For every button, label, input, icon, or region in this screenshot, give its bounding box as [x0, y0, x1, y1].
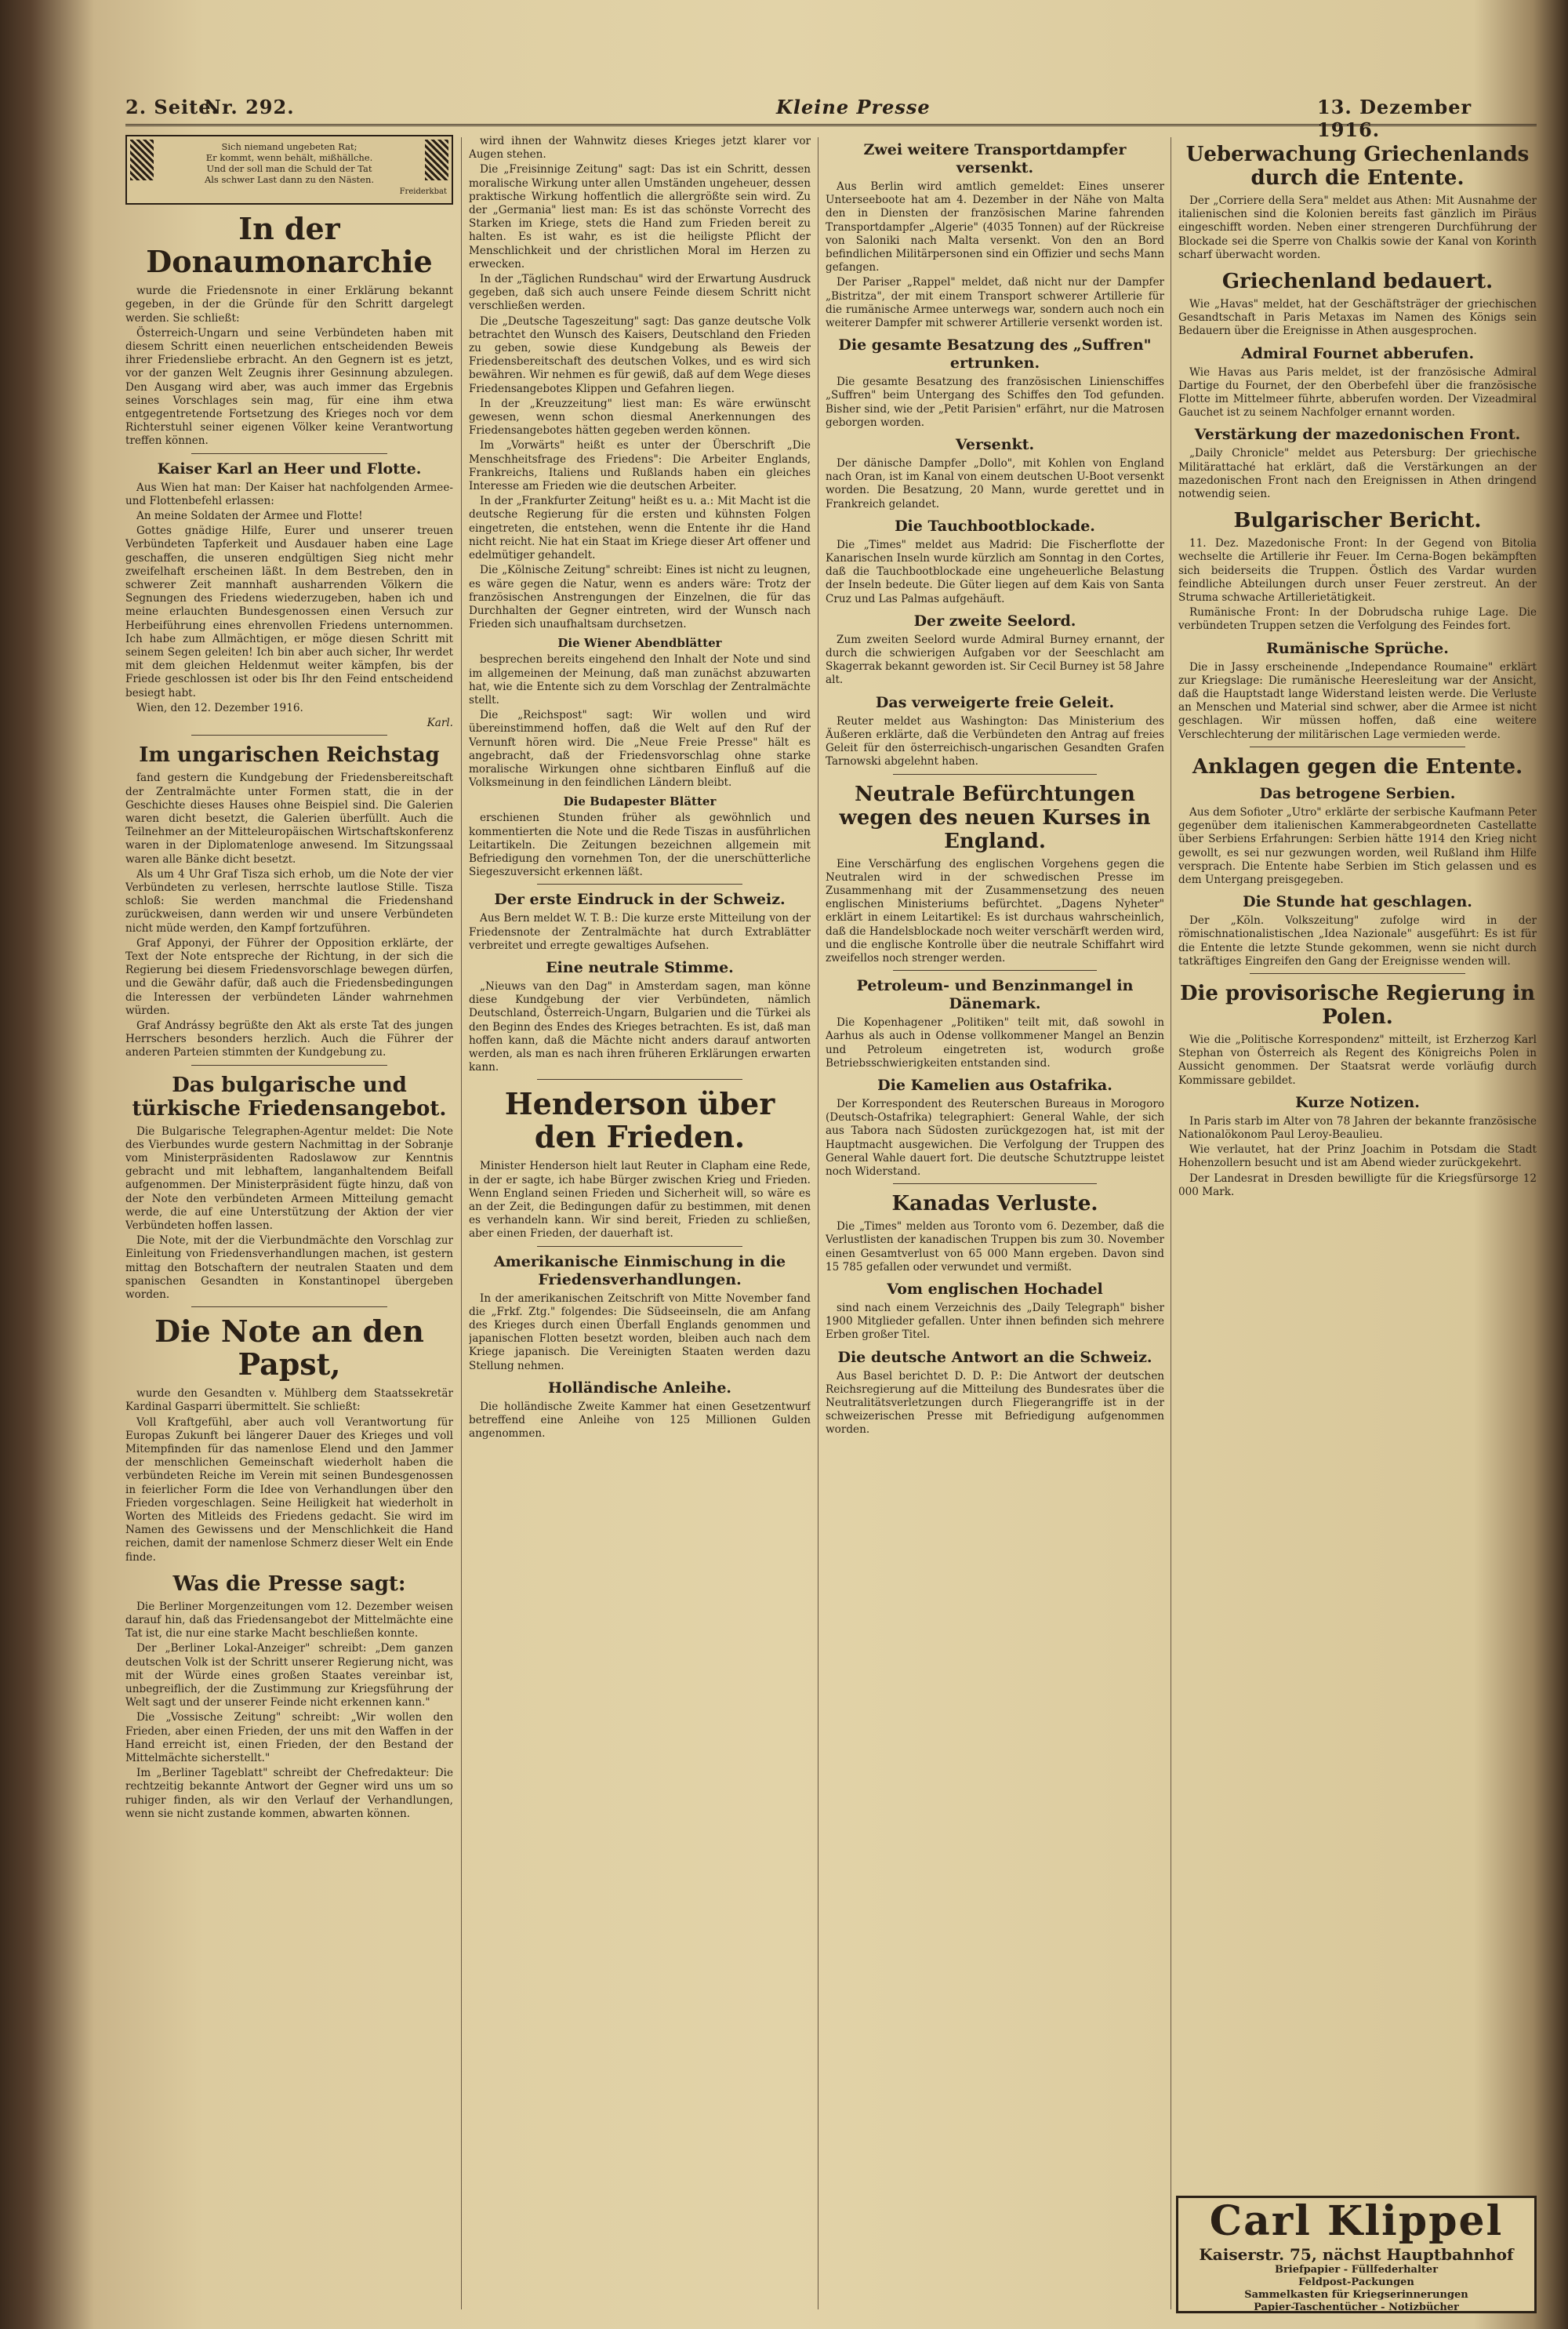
headline-rumaenische-sprueche: Rumänische Sprüche.: [1266, 639, 1449, 657]
paragraph: „Daily Chronicle" meldet aus Petersburg: Der griechische Militärattaché hat erklärt, daß die Verstärkungen an der mazedonischen Front nach den Ereignissen in Athen dringend notwendig seien.: [1178, 447, 1537, 501]
paragraph: Die „Reichspost" sagt: Wir wollen und wird übereinstimmend hoffen, daß die Welt auf den Ruf der Vernunft hören wird. Die „Neue Freie Presse" hält es angebracht, daß der Friedensvorschlag ohne starke moralische Wirkungen ohne sichtbaren Einfluß auf die Volksmeinung in den feindlichen Ländern bleibt.: [469, 709, 811, 790]
paragraph: Der Landesrat in Dresden bewilligte für die Kriegsfürsorge 12 000 Mark.: [1178, 1172, 1537, 1198]
subhead-wiener-abendblaetter: Die Wiener Abendblätter: [557, 636, 722, 651]
paragraph: In der „Kreuzzeitung" liest man: Es wäre erwünscht gewesen, wenn schon diesmal Anerkennungen des Friedensangebotes hätten gegeben werden können.: [469, 397, 811, 438]
separator: [893, 1183, 1096, 1184]
subhead-budapester-blaetter: Die Budapester Blätter: [563, 794, 717, 809]
headline-tauchbootblockade: Die Tauchbootblockade.: [895, 517, 1095, 535]
column-2: [469, 135, 811, 2315]
paragraph: Aus Wien hat man: Der Kaiser hat nachfolgenden Armee- und Flottenbefehl erlassen:: [125, 481, 453, 507]
paragraph: wurde den Gesandten v. Mühlberg dem Staatssekretär Kardinal Gasparri übermittelt. Sie schließt:: [125, 1387, 453, 1414]
separator: [537, 1246, 742, 1247]
headline-schweiz: Der erste Eindruck in der Schweiz.: [494, 891, 786, 909]
separator: [191, 453, 388, 454]
headline-transportdampfer: Zwei weitere Transportdampfer versenkt.: [863, 141, 1127, 176]
headline-polen: Die provisorische Regierung in Polen.: [1179, 981, 1535, 1029]
paragraph: 11. Dez. Mazedonische Front: In der Gegend von Bitolia wechselte die Artillerie ihr Feuer. Im Cerna-Bogen bekämpften sich beiderseits die Truppen. Östlich des Vardar wurden feindliche Abteilungen durch unser Feuer zerstreut. An der Struma schwache Artillerietätigkeit.: [1178, 537, 1537, 605]
paragraph: Reuter meldet aus Washington: Das Ministerium des Äußeren erklärte, daß die Verbündeten den Antrag auf freies Geleit für den österreichisch-ungarischen Gesandten Grafen Tarnowski abgelehnt haben.: [826, 714, 1164, 768]
paragraph: Die Bulgarische Telegraphen-Agentur meldet: Die Note des Vierbundes wurde gestern Nachmittag in der Sobranje vom Ministerpräsidenten Radoslawow zur Kenntnis gebracht und mit lebhaftem, langanhaltendem Beifall aufgenommen. Der Ministerpräsident fügte hinzu, daß von der Note den verbündeten Armeen Mitteilung gemacht werde, die auf eine Unterstützung der Aktion der vier Verbündeten hoffen lassen.: [125, 1125, 453, 1232]
adjacent-page-edge: [1548, 0, 1568, 2329]
paragraph: In Paris starb im Alter von 78 Jahren der bekannte französische Nationalökonom Paul Leroy-Beaulieu.: [1178, 1114, 1537, 1141]
paragraph: In der „Täglichen Rundschau" wird der Erwartung Ausdruck gegeben, daß sich auch unsere Feinde diesem Schritt nicht verschließen werden.: [469, 273, 811, 313]
headline-kurze-notizen: Kurze Notizen.: [1295, 1093, 1420, 1111]
paragraph: Die gesamte Besatzung des französischen Linienschiffes „Suffren" beim Untergang des Schiffes den Tod gefunden. Bisher sind, wie der „Petit Parisien" erfährt, nur die Matrosen geborgen worden.: [826, 376, 1164, 429]
headline-kaiser-karl: Kaiser Karl an Heer und Flotte.: [157, 460, 422, 478]
page-header: [125, 93, 1537, 141]
signature: Karl.: [426, 717, 453, 730]
ad-line: Feldpost-Packungen: [1298, 2276, 1414, 2288]
verse-line: Sich niemand ungebeten Rat;: [221, 141, 358, 152]
headline-mazedonische-front: Verstärkung der mazedonischen Front.: [1194, 426, 1521, 444]
paragraph: In der amerikanischen Zeitschrift von Mitte November fand die „Frkf. Ztg." folgendes: Die Südseeinseln, die am Anfang des Krieges durch einen Überfall Englands genommen und japanischen Flotten besetzt worden, bleiben auch nach dem Kriege japanisch. Die Vereinigten Staaten werden dazu Stellung nehmen.: [469, 1292, 811, 1372]
paragraph: Zum zweiten Seelord wurde Admiral Burney ernannt, der durch die schwierigen Aufgaben vor der Seeschlacht am Skagerrak bekannt geworden ist. Sir Cecil Burney ist 58 Jahre alt.: [826, 633, 1164, 687]
paragraph: Die Kopenhagener „Politiken" teilt mit, daß sowohl in Aarhus als auch in Odense vollkommener Mangel an Benzin und Petroleum eingetreten ist, wodurch große Betriebsschwierigkeiten entstanden sind.: [826, 1016, 1164, 1070]
verse-line: Als schwer Last dann zu den Nästen.: [204, 174, 375, 185]
verse-line: Und der soll man die Schuld der Tat: [206, 163, 372, 174]
separator: [893, 970, 1096, 971]
verse-author: Freiderkbat: [399, 187, 447, 196]
paragraph: Aus Berlin wird amtlich gemeldet: Eines unserer Unterseeboote hat am 4. Dezember in der Nähe von Malta den in Diensten der französischen Marine fahrenden Transportdampfer „Algerie" (4035 Tonnen) auf der Rückreise von Saloniki nach Malta versenkt. Von den an Bord befindlichen Militärpersonen sind ein Offizier und sechs Mann gefangen.: [826, 180, 1164, 274]
paragraph: Wie verlautet, hat der Prinz Joachim in Potsdam die Stadt Hohenzollern besucht und ist am Abend wieder zurückgekehrt.: [1178, 1143, 1537, 1170]
paragraph: Die holländische Zweite Kammer hat einen Gesetzentwurf betreffend eine Anleihe von 125 Millionen Gulden angenommen.: [469, 1400, 811, 1441]
paragraph: Als um 4 Uhr Graf Tisza sich erhob, um die Note der vier Verbündeten zu verlesen, herrschte lautlose Stille. Tisza schloß: Sie werden manchmal die Friedenshand zurückweisen, dann werden wir und unsere Verbündeten nicht müde werden, den Kampf fortzuführen.: [125, 867, 453, 935]
headline-neutrale-befuerchtungen: Neutrale Befürchtungen wegen des neuen Kurses in England.: [839, 782, 1151, 853]
paragraph: Gottes gnädige Hilfe, Eurer und unserer treuen Verbündeten Tapferkeit und Ausdauer haben eine Lage geschaffen, die unseren endgültigen Sieg nicht mehr zweifelhaft erscheinen läßt. In dem Bestreben, den in schwerer Zeit mannhaft ausharrenden Völkern die Segnungen des Friedens wiederzugeben, haben ich und meine erlauchten Bundesgenossen einen Versuch zur Herbeiführung eines ehrenvollen Friedens unternommen. Ich habe zum Allmächtigen, er möge diesen Schritt mit seinem Segen geleiten! Ich bin aber auch sicher, Ihr werdet mit dem gleichen Heldenmut weiter kämpfen, bis der Friede geschlossen ist oder bis Ihr den Feind entscheidend besiegt habt.: [125, 525, 453, 699]
paragraph: erschienen Stunden früher als gewöhnlich und kommentierten die Note und die Rede Tiszas in ausführlichen Leitartikeln. Die Zeitungen bezeichnen allgemein mit Befriedigung den vornehmen Ton, der die unerschütterliche Siegeszuversicht erkennen läßt.: [469, 812, 811, 879]
headline-petroleum: Petroleum- und Benzinmangel in Dänemark.: [856, 977, 1134, 1013]
column-3: [826, 135, 1164, 2315]
ad-line: Papier-Taschentücher - Notizbücher: [1254, 2302, 1459, 2313]
paragraph: Eine Verschärfung des englischen Vorgehens gegen die Neutralen wird in der schwedischen Presse im Zusammenhang mit der Zusammensetzung des neuen englischen Ministeriums befürchtet. „Dagens Nyheter" erklärt in einem Leitartikel: Es ist durchaus wahrscheinlich, daß die Handelsblockade noch weiter verschärft werden wird, und die englische Kontrolle über die neutrale Schiffahrt wird zweifellos noch strenger werden.: [826, 857, 1164, 965]
headline-stunde: Die Stunde hat geschlagen.: [1243, 893, 1472, 911]
masthead: Kleine Presse: [776, 96, 931, 118]
headline-versenkt: Versenkt.: [955, 436, 1035, 454]
separator: [537, 1079, 742, 1080]
paragraph: Voll Kraftgefühl, aber auch voll Verantwortung für Europas Zukunft bei längerer Dauer des Krieges und voll Mitempfinden für das namenlose Elend und den Jammer der menschlichen Gemeinschaft wiederholt haben die verbündeten Reiche im Verein mit seinen Bundesgenossen in feierlicher Form die Idee von Verhandlungen über den Frieden vorgeschlagen. Seine Heiligkeit hat wiederholt in Worten des Mitleids des Friedens gedacht. Sie wird im Namen des Gewissens und der Menschlichkeit die Hand reichen, damit der namenlose Schmerz dieser Welt ein Ende finde.: [125, 1415, 453, 1564]
paragraph: Im „Vorwärts" heißt es unter der Überschrift „Die Menschheitsfrage des Friedens": Die Arbeiter Englands, Frankreichs, Italiens und Rußlands haben ein gleiches Interesse am Frieden wie die deutschen Arbeiter.: [469, 439, 811, 493]
verse-line: Er kommt, wenn behält, mißhällche.: [205, 152, 373, 163]
paragraph: Die in Jassy erscheinende „Independance Roumaine" erklärt zur Kriegslage: Die rumänische Heeresleitung war der Ansicht, daß die Hauptstadt lange Widerstand leisten werde. Die Verluste an Menschen und Material sind schwer, aber die Armee ist nicht geschlagen. Wir müssen hoffen, daß eine weitere Verschlechterung der militärischen Lage vermieden werde.: [1178, 660, 1537, 741]
paragraph: wurde die Friedensnote in einer Erklärung bekannt gegeben, in der die Gründe für den Schritt dargelegt werden. Sie schließt:: [125, 285, 453, 325]
headline-griechenland: Ueberwachung Griechenlands durch die Entente.: [1185, 143, 1530, 190]
paragraph: Rumänische Front: In der Dobrudscha ruhige Lage. Die verbündeten Truppen setzen die Verfolgung des Feindes fort.: [1178, 606, 1537, 633]
dateline: Wien, den 12. Dezember 1916.: [136, 701, 303, 714]
headline-bulgarischer-bericht: Bulgarischer Bericht.: [1233, 509, 1482, 533]
paragraph: Die „Kölnische Zeitung" schreibt: Eines ist nicht zu leugnen, es wäre gegen die Natur, wenn es anders wäre: Trotz der französischen Anstrengungen der Einzelnen, die für das Durchhalten der Gegner eintreten, wird der Wunsch nach Frieden sich unaufhaltsam durchsetzen.: [469, 564, 811, 631]
paragraph: wird ihnen der Wahnwitz dieses Krieges jetzt klarer vor Augen stehen.: [469, 135, 811, 162]
paragraph: Der „Corriere della Sera" meldet aus Athen: Mit Ausnahme der italienischen sind die Kolonien bereits fast gänzlich im Piräus eingeschifft worden. Neben einer strengeren Durchführung der Blockade sei die Sperre von Chalkis sowie der Kanal von Korinth scharf überwacht worden.: [1178, 194, 1537, 261]
headline-serbien: Das betrogene Serbien.: [1259, 784, 1456, 802]
paragraph: Die „Times" melden aus Toronto vom 6. Dezember, daß die Verlustlisten der kanadischen Truppen bis zum 30. November einen Gesamtverlust von 65 000 Mann ergeben. Davon sind 15 785 gefallen oder verwundet und vermißt.: [826, 1220, 1164, 1274]
paragraph: sind nach einem Verzeichnis des „Daily Telegraph" bisher 1900 Mitglieder gefallen. Unter ihnen befinden sich mehrere Erben großer Titel.: [826, 1301, 1164, 1342]
paragraph: Der Pariser „Rappel" meldet, daß nicht nur der Dampfer „Bistritza", der mit einem Transport schwerer Artillerie für die rumänische Armee unterwegs war, sondern auch noch ein weiterer Dampfer mit schwerer Artillerie versenkt worden ist.: [826, 276, 1164, 330]
headline-note-papst: Die Note an den Papst,: [154, 1313, 424, 1383]
headline-kanada: Kanadas Verluste.: [891, 1192, 1098, 1216]
headline-presse: Was die Presse sagt:: [172, 1571, 406, 1596]
headline-hollaendische-anleihe: Holländische Anleihe.: [547, 1379, 732, 1397]
headline-bulgarisch-tuerkisch: Das bulgarische und türkische Friedensangebot.: [132, 1073, 447, 1121]
paragraph: „Nieuws van den Dag" in Amsterdam sagen, man könne diese Kundgebung der vier Verbündeten, nämlich Deutschland, Österreich-Ungarn, Bulgarien und die Türkei als den Beginn des Endes des Krieges betrachten. Es ist, daß man hoffen kann, daß die Mächte nicht anders darauf antworten werden, als man es nach ihren früheren Erklärungen erwarten kann.: [469, 979, 811, 1074]
paragraph: Die „Freisinnige Zeitung" sagt: Das ist ein Schritt, dessen moralische Wirkung unter allen Umständen ungeheuer, dessen praktische Wirkung hoffentlich die allergrößte sein wird. Zu der „Germania" liest man: Es ist das schönste Vorrecht des Starken im Kriege, stets die Hand zum Frieden bereit zu halten. Es ist wahr, es ist die heiligste Pflicht der Menschlichkeit und der christlichen Moral im Herzen zu erwecken.: [469, 163, 811, 271]
column-rule: [461, 137, 462, 2309]
paragraph: Aus Bern meldet W. T. B.: Die kurze erste Mitteilung von der Friedensnote der Zentralmächte hat durch Extrablätter verbreitet und erregte gewaltiges Aufsehen.: [469, 912, 811, 952]
headline-neutrale-stimme: Eine neutrale Stimme.: [546, 958, 734, 976]
paragraph: Die „Vossische Zeitung" schreibt: „Wir wollen den Frieden, aber einen Frieden, der uns mit den Waffen in der Hand erreicht ist, einen Frieden, der den Bestand der Mittelmächte sicherstellt.": [125, 1711, 453, 1765]
headline-henderson: Henderson über den Frieden.: [504, 1086, 775, 1155]
column-4: [1178, 135, 1537, 2189]
paragraph: In der „Frankfurter Zeitung" heißt es u. a.: Mit Macht ist die deutsche Regierung für die ersten und kühnsten Folgen eingetreten, die entstehen, wenn die Entente ihr die Hand nicht reicht. Nie hat ein Staat im Kriege dieser Art offener und edelmütiger gehandelt.: [469, 495, 811, 562]
paragraph: Aus Basel berichtet D. D. P.: Die Antwort der deutschen Reichsregierung auf die Mitteilung des Bundesrates über die Neutralitätsverletzungen durch Fliegerangriffe ist in der schweizerischen Presse mit Befriedigung aufgenommen worden.: [826, 1369, 1164, 1437]
paragraph: Der „Berliner Lokal-Anzeiger" schreibt: „Dem ganzen deutschen Volk ist der Schritt unserer Regierung nicht, was mit der Würde eines großen Staates vereinbar ist, unbegreiflich, der die Zustimmung zur Kriegsführung der Welt sagt und der unserer Feinde nicht erkennen kann.": [125, 1642, 453, 1710]
issue-number: Nr. 292.: [204, 96, 295, 118]
separator: [537, 884, 742, 885]
paragraph: Im „Berliner Tageblatt" schreibt der Chefredakteur: Die rechtzeitig bekannte Antwort der Gegner wird uns um so ruhiger finden, als wir den Verlauf der Verhandlungen, wenn sie nicht zustande kommen, abwarten können.: [125, 1767, 453, 1820]
headline-freies-geleit: Das verweigerte freie Geleit.: [875, 693, 1115, 711]
paragraph: Österreich-Ungarn und seine Verbündeten haben mit diesem Schritt einen neuerlichen entscheidenden Beweis ihrer Friedensliebe erbracht. An den Gegnern ist es jetzt, vor der ganzen Welt Zeugnis ihrer Gesinnung abzulegen. Den Ausgang wird aber, was auch immer das Ergebnis seines Vorschlages sein mag, für eine ihm etwa entgegentretende Fortsetzung des Krieges noch vor dem Richterstuhl seiner eigenen Völker keine Verantwortung treffen können.: [125, 326, 453, 448]
paragraph: An meine Soldaten der Armee und Flotte!: [136, 510, 363, 523]
paragraph: Wie die „Politische Korrespondenz" mitteilt, ist Erzherzog Karl Stephan von Österreich als Regent des Königreichs Polen in Aussicht genommen. Der Staatsrat werde vorläufig durch Kommissare gebildet.: [1178, 1033, 1537, 1087]
column-1: [125, 135, 453, 2315]
headline-antwort-schweiz: Die deutsche Antwort an die Schweiz.: [837, 1348, 1152, 1366]
separator: [893, 774, 1096, 775]
headline-donaumonarchie: In der Donaumonarchie: [146, 211, 433, 280]
headline-amerikanische-einmischung: Amerikanische Einmischung in die Friedensverhandlungen.: [493, 1252, 786, 1288]
advertisement-klippel: [1176, 2196, 1537, 2313]
headline-ostafrika: Die Kamelien aus Ostafrika.: [877, 1076, 1112, 1094]
paragraph: Die Note, mit der die Vierbundmächte den Vorschlag zur Einleitung von Friedensverhandlungen machen, ist gestern mittag den Botschaftern der neutralen Staaten und dem spanischen Gesandten in Konstantinopel übergeben worden.: [125, 1234, 453, 1301]
headline-fournet: Admiral Fournet abberufen.: [1240, 344, 1475, 362]
paragraph: Die „Deutsche Tageszeitung" sagt: Das ganze deutsche Volk betrachtet den Wunsch des Kaisers, Deutschland den Frieden zu geben, sowie diese Kundgebung als Beweis der Friedensbereitschaft des deutschen Volkes, und es wird sich bewähren. Wir nehmen es für gewiß, daß auf dem Wege dieses Friedensangebotes Klippen und Gefahren liegen.: [469, 314, 811, 395]
paragraph: Aus dem Sofioter „Utro" erklärte der serbische Kaufmann Peter gegenüber dem italienischen Kammerabgeordneten Castellatte über Serbiens Erfahrungen: Serbien hätte 1914 den Krieg nicht gewollt, es sei nur gezwungen worden, weil Rußland ihm Hilfe versprach. Die Entente habe Serbien im Stich gelassen und es dem Untergang preisgegeben.: [1178, 805, 1537, 886]
separator: [191, 735, 388, 736]
paragraph: Die „Times" meldet aus Madrid: Die Fischerflotte der Kanarischen Inseln wurde kürzlich am Sonntag in den Cortes, daß die Tauchbootblockade eine ungeheuerliche Belastung der Inseln bedeute. Die Güter liegen auf dem Kais von Santa Cruz und Las Palmas aufgehäuft.: [826, 538, 1164, 605]
headline-ungarischer-reichstag: Im ungarischen Reichstag: [139, 743, 440, 768]
ad-line: Sammelkasten für Kriegserinnerungen: [1244, 2289, 1468, 2301]
headline-hochadel: Vom englischen Hochadel: [887, 1280, 1103, 1298]
paragraph: Minister Henderson hielt laut Reuter in Clapham eine Rede, in der er sagte, ich habe Bürger zwischen Krieg und Frieden. Wenn England seinen Frieden und Sicherheit will, so wäre es an der Zeit, die Bedingungen dafür zu bestimmen, mit denen es verhandeln kann. Wir sind bereit, Frieden zu schließen, aber einen Frieden, der dauerhaft ist.: [469, 1160, 811, 1241]
headline-griechenland-bedauert: Griechenland bedauert.: [1221, 270, 1494, 294]
paragraph: Graf Andrássy begrüßte den Akt als erste Tat des jungen Herrschers besonders herzlich. Auch die Führer der anderen Parteien stimmten der Kundgebung zu.: [125, 1019, 453, 1059]
paragraph: Wie „Havas" meldet, hat der Geschäftsträger der griechischen Gesandtschaft in Paris Metaxas im Namen des Königs sein Bedauern über die Ereignisse in Athen ausgesprochen.: [1178, 298, 1537, 338]
headline-seelord: Der zweite Seelord.: [913, 612, 1076, 630]
paragraph: Der „Köln. Volkszeitung" zufolge wird in der römischnationalistischen „Idea Nazionale" ausgeführt: Es ist für die Entente die letzte Stunde gekommen, wenn sie nicht durch tatkräftiges Eingreifen den Gang der Ereignisse wenden will.: [1178, 914, 1537, 968]
separator: [191, 1306, 388, 1307]
headline-suffren: Die gesamte Besatzung des „Suffren" ertrunken.: [838, 336, 1152, 372]
separator: [191, 1065, 388, 1066]
paragraph: fand gestern die Kundgebung der Friedensbereitschaft der Zentralmächte unter Formen statt, die in der Geschichte dieses Hauses ohne Beispiel sind. Die Galerien waren dicht besetzt, die Galerien überfüllt. Auch die Teilnehmer an der Mitteleuropäischen Wirtschaftskonferenz waren in der Diplomatenloge anwesend. Im Sitzungssaal waren alle Bänke dicht besetzt.: [125, 772, 453, 866]
advertiser-address: Kaiserstr. 75, nächst Hauptbahnhof: [1199, 2245, 1514, 2264]
advertiser-name: Carl Klippel: [1209, 2197, 1504, 2245]
paragraph: besprechen bereits eingehend den Inhalt der Note und sind im allgemeinen der Meinung, daß man zunächst abzuwarten hat, wie die Entente sich zu dem Vorschlag der Zentralmächte stellt.: [469, 653, 811, 707]
bound-volume-spine: [0, 0, 102, 2329]
paragraph: Graf Apponyi, der Führer der Opposition erklärte, der Text der Note entspreche der Richtung, in der sich die Regierung bei diesem Friedensvorschlage bewegen dürfen, und die Gewähr dafür, daß auch die Friedensbedingungen die Interessen der verbündeten Länder wahrnehmen würden.: [125, 936, 453, 1017]
page-number: 2. Seite.: [125, 96, 219, 118]
headline-anklagen: Anklagen gegen die Entente.: [1192, 754, 1523, 779]
paragraph: Wie Havas aus Paris meldet, ist der französische Admiral Dartige du Fournet, der den Oberbefehl über die französische Flotte im Mittelmeer führte, abberufen worden. Der Vizeadmiral Gauchet ist zu seinem Nachfolger ernannt worden.: [1178, 365, 1537, 420]
verse-box: [125, 135, 453, 205]
paragraph: Der dänische Dampfer „Dollo", mit Kohlen von England nach Oran, ist im Kanal von einem deutschen U-Boot versenkt worden. Die Besatzung, 20 Mann, wurde gerettet und in Frankreich gelandet.: [826, 457, 1164, 510]
separator: [1250, 973, 1465, 974]
paragraph: Die Berliner Morgenzeitungen vom 12. Dezember weisen darauf hin, daß das Friedensangebot der Mittelmächte eine Tat ist, die nur eine starke Macht beschließen konnte.: [125, 1600, 453, 1640]
ornament-right: [425, 140, 448, 180]
ad-line: Briefpapier - Füllfederhalter: [1274, 2264, 1439, 2276]
paragraph: Der Korrespondent des Reuterschen Bureaus in Morogoro (Deutsch-Ostafrika) telegraphiert: General Wahle, der sich aus Tabora nach Südosten zurückgezogen hat, ist mit der Hauptmacht ausgewichen. Die Verfolgung der Truppen des General Wahle dauert fort. Die deutsche Schutztruppe leistet noch Widerstand.: [826, 1097, 1164, 1178]
ornament-left: [130, 140, 154, 180]
issue-date: 13. Dezember 1916.: [1317, 96, 1472, 141]
